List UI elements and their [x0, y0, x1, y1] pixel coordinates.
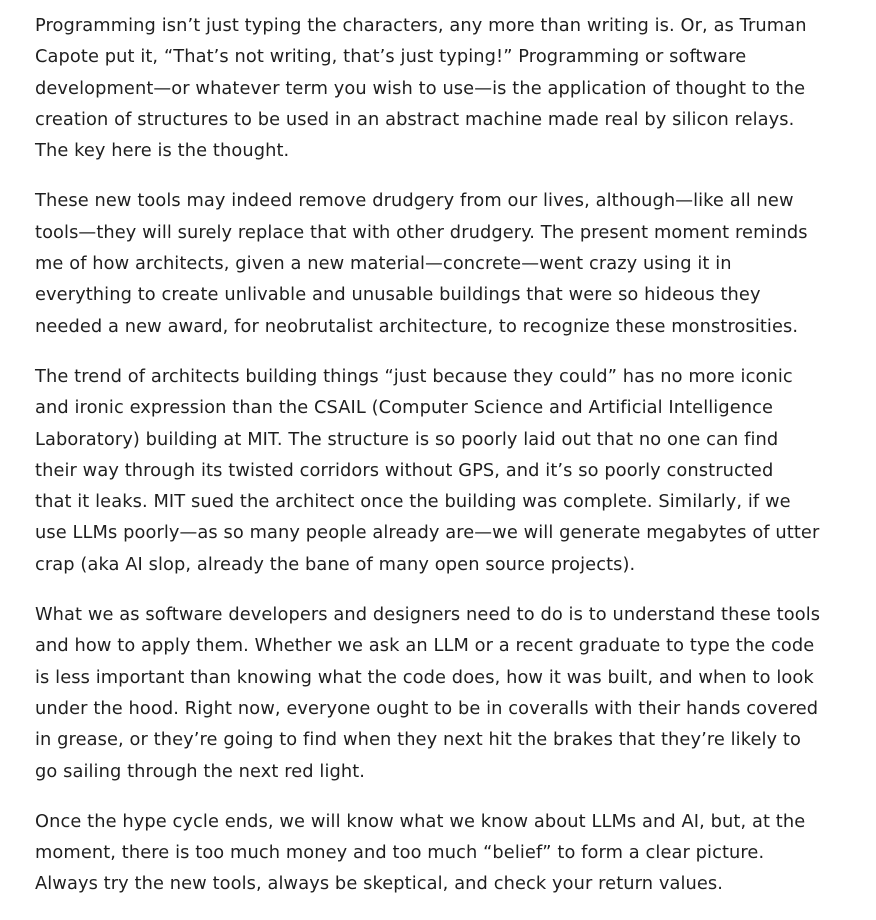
paragraph-2 [35, 185, 835, 341]
paragraph-3 [35, 361, 835, 580]
text-line: creation of structures to be used in an abstract machine made real by silicon relays. [35, 108, 795, 130]
text-line: go sailing through the next red light. [35, 760, 366, 782]
text-line: Laboratory) building at MIT. The structure is so poorly laid out that no one can find [35, 428, 779, 450]
text-line: The trend of architects building things “just because they could” has no more iconic [35, 365, 793, 387]
text-line: in grease, or they’re going to find when they next hit the brakes that they’re likely to [35, 729, 801, 751]
text-line: tools—they will surely replace that with other drudgery. The present moment reminds [35, 221, 808, 243]
text-line: Once the hype cycle ends, we will know what we know about LLMs and AI, but, at the [35, 810, 806, 832]
text-line: The key here is the thought. [35, 140, 290, 162]
text-line: needed a new award, for neobrutalist architecture, to recognize these monstrosities. [35, 315, 799, 337]
paragraph-1 [35, 10, 835, 166]
paragraph-5 [35, 806, 835, 900]
text-line: What we as software developers and designers need to do is to understand these tools [35, 604, 821, 626]
text-line: These new tools may indeed remove drudgery from our lives, although—like all new [35, 190, 794, 212]
text-line: and ironic expression than the CSAIL (Computer Science and Artificial Intelligence [35, 397, 774, 419]
text-line: that it leaks. MIT sued the architect once the building was complete. Similarly, if we [35, 491, 791, 513]
text-line: Always try the new tools, always be skeptical, and check your return values. [35, 873, 724, 895]
text-line: and how to apply them. Whether we ask an LLM or a recent graduate to type the code [35, 635, 815, 657]
text-line: use LLMs poorly—as so many people already are—we will generate megabytes of utter [35, 522, 820, 544]
text-line: everything to create unlivable and unusable buildings that were so hideous they [35, 284, 761, 306]
text-line: crap (aka AI slop, already the bane of many open source projects). [35, 553, 636, 575]
text-line: Capote put it, “That’s not writing, that’s just typing!” Programming or software [35, 46, 747, 68]
text-line: moment, there is too much money and too much “belief” to form a clear picture. [35, 842, 765, 864]
text-line: their way through its twisted corridors without GPS, and it’s so poorly constructed [35, 459, 774, 481]
text-line: me of how architects, given a new material—concrete—went crazy using it in [35, 253, 732, 275]
paragraph-4 [35, 599, 835, 787]
article-body [35, 10, 835, 919]
text-line: development—or whatever term you wish to use—is the application of thought to the [35, 77, 806, 99]
text-line: under the hood. Right now, everyone ought to be in coveralls with their hands covered [35, 697, 819, 719]
text-line: is less important than knowing what the code does, how it was built, and when to look [35, 666, 814, 688]
text-line: Programming isn’t just typing the characters, any more than writing is. Or, as Truman [35, 15, 807, 36]
